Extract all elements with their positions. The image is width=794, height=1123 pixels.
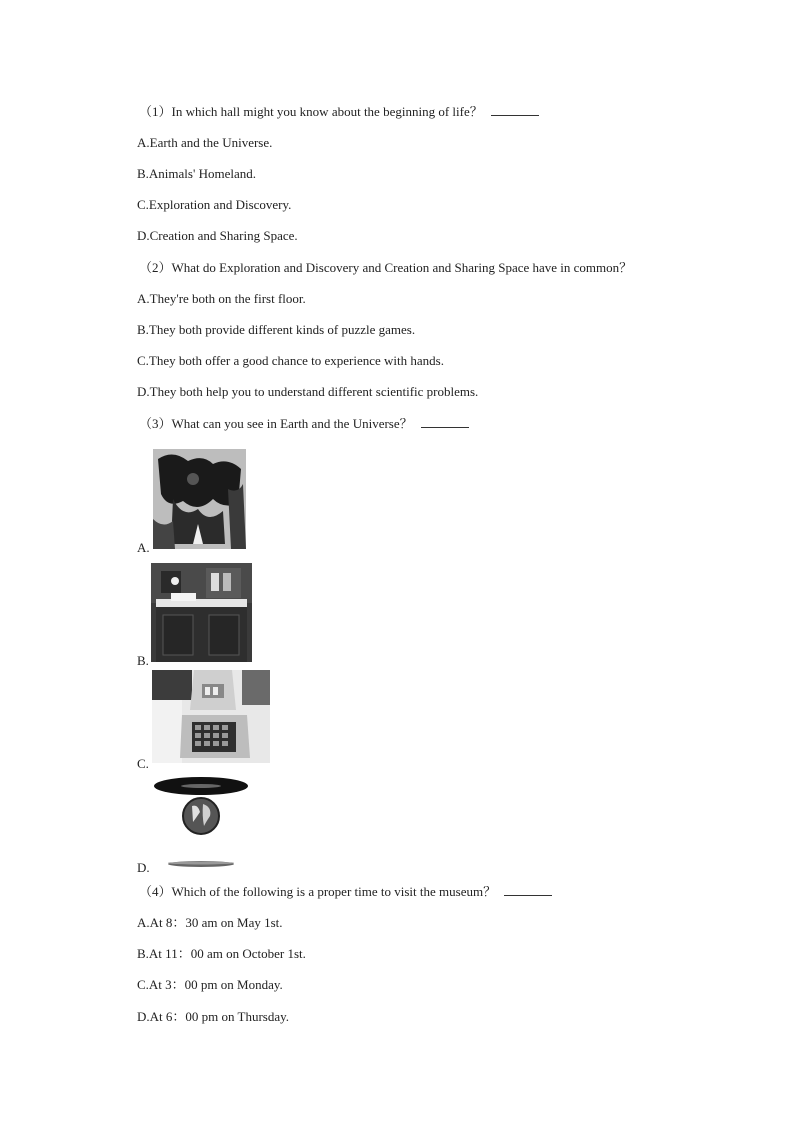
q3-option-d-image[interactable] [150, 774, 252, 870]
q1-option-c[interactable]: C.Exploration and Discovery. [137, 197, 292, 212]
q4-option-a[interactable]: A.At 8：30 am on May 1st. [137, 915, 283, 930]
question-1-stem: （1）In which hall might you know about the beginning of life？ [139, 104, 539, 120]
q4-option-b[interactable]: B.At 11：00 am on October 1st. [137, 946, 306, 961]
q2-option-b[interactable]: B.They both provide different kinds of puzzle games. [137, 322, 416, 337]
q2-option-c[interactable]: C.They both offer a good chance to experience with hands. [137, 353, 444, 368]
q1-option-b[interactable]: B.Animals' Homeland. [137, 166, 256, 181]
q3-option-a-label[interactable]: A. [137, 540, 150, 555]
globe-model-icon [150, 774, 252, 870]
q3-option-a-image[interactable] [153, 449, 246, 549]
q4-option-d[interactable]: D.At 6：00 pm on Thursday. [137, 1009, 290, 1024]
exhibit-machine-photo-icon [152, 670, 270, 763]
q2-option-d[interactable]: D.They both help you to understand different scientific problems. [137, 384, 479, 399]
q1-option-a[interactable]: A.Earth and the Universe. [137, 135, 273, 150]
q2-option-a[interactable]: A.They're both on the first floor. [137, 291, 306, 306]
q1-option-d[interactable]: D.Creation and Sharing Space. [137, 228, 298, 243]
q3-option-c-image[interactable] [152, 670, 270, 763]
answer-blank-1[interactable] [491, 104, 539, 116]
q3-option-b-image[interactable] [151, 563, 252, 662]
dinosaur-photo-icon [153, 449, 246, 549]
answer-blank-4[interactable] [504, 884, 552, 896]
q3-option-b-label[interactable]: B. [137, 653, 149, 668]
desk-photo-icon [151, 563, 252, 662]
answer-blank-3[interactable] [421, 416, 469, 428]
question-3-stem: （3）What can you see in Earth and the Universe？ [139, 416, 469, 432]
question-2-stem: （2）What do Exploration and Discovery and Creation and Sharing Space have in common？ [139, 260, 633, 275]
q3-option-c-label[interactable]: C. [137, 756, 149, 771]
question-4-stem: （4）Which of the following is a proper time to visit the museum？ [139, 884, 552, 900]
q3-option-d-label[interactable]: D. [137, 860, 150, 875]
q4-option-c[interactable]: C.At 3：00 pm on Monday. [137, 977, 283, 992]
